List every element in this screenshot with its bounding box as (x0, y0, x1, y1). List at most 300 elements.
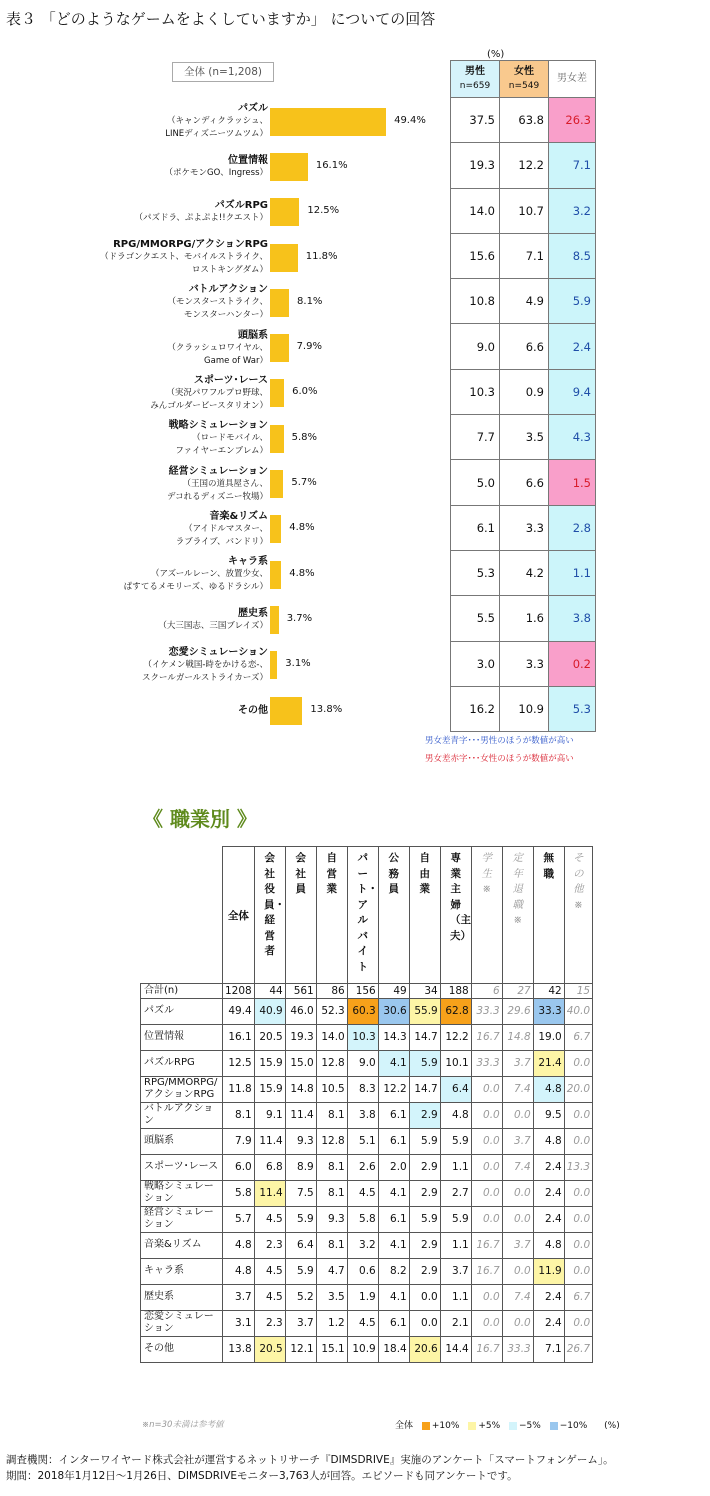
diff-value: 1.1 (549, 550, 596, 595)
category-label (165, 102, 268, 141)
value-cell: 2.3 (254, 1310, 285, 1336)
footer (6, 1452, 614, 1484)
value-cell: 8.1 (316, 1154, 347, 1180)
female-value: 1.6 (500, 596, 549, 641)
value-cell: 5.9 (409, 1050, 440, 1076)
column-header-label: その他※ (573, 852, 584, 911)
value-cell: 4.1 (378, 1232, 409, 1258)
value-cell: 6.1 (378, 1206, 409, 1232)
value-cell: 156 (347, 983, 378, 998)
value-cell: 2.9 (409, 1232, 440, 1258)
value-cell: 7.4 (502, 1154, 533, 1180)
value-cell: 20.6 (409, 1336, 440, 1362)
value-cell: 12.8 (316, 1050, 347, 1076)
value-cell: 11.4 (285, 1102, 316, 1128)
female-value: 0.9 (500, 369, 549, 414)
value-cell: 42 (533, 983, 564, 998)
value-cell: 2.9 (409, 1154, 440, 1180)
gender-row (451, 324, 596, 369)
value-cell: 6.8 (254, 1154, 285, 1180)
female-value: 6.6 (500, 324, 549, 369)
category-example: ファイヤーエンブレム） (175, 446, 268, 457)
value-cell: 0.0 (502, 1180, 533, 1206)
male-value: 10.8 (451, 279, 500, 324)
female-value: 3.5 (500, 415, 549, 460)
value-cell: 7.4 (502, 1284, 533, 1310)
category-example: （王国の道具屋さん、 (182, 478, 268, 489)
category-name: 戦略シミュレーション (168, 420, 268, 432)
value-cell: 3.7 (440, 1258, 471, 1284)
value-cell: 0.0 (471, 1154, 502, 1180)
value-cell: 12.1 (285, 1336, 316, 1362)
diff-value: 9.4 (549, 369, 596, 414)
value-cell: 6.0 (223, 1154, 255, 1180)
diff-value: 2.8 (549, 505, 596, 550)
plus5-swatch (468, 1422, 476, 1430)
value-cell: 14.7 (409, 1076, 440, 1102)
bar-value-label: 16.1% (315, 159, 348, 171)
value-cell: 4.7 (316, 1258, 347, 1284)
female-value: 7.1 (500, 233, 549, 278)
value-cell: 561 (285, 983, 316, 998)
value-cell: 52.3 (316, 998, 347, 1024)
value-cell: 2.1 (440, 1310, 471, 1336)
bar-value-label: 4.8% (289, 522, 315, 534)
value-cell: 1.1 (440, 1232, 471, 1258)
category-label (142, 646, 268, 685)
female-value: 10.9 (500, 686, 549, 731)
value-cell: 15.0 (285, 1050, 316, 1076)
column-header (223, 847, 255, 984)
legend-plus10: +10% (431, 1421, 460, 1431)
category-label (238, 704, 268, 717)
category-label (150, 374, 268, 413)
bar (270, 289, 289, 317)
bar (270, 425, 284, 453)
value-cell: 5.9 (285, 1258, 316, 1284)
male-label: 男性 (465, 66, 485, 77)
data-row (141, 1310, 593, 1336)
value-cell: 26.7 (564, 1336, 592, 1362)
bar-value-label: 3.1% (285, 658, 311, 670)
bar (270, 697, 302, 725)
category-name: 位置情報 (228, 154, 268, 166)
data-row (141, 1076, 593, 1102)
bar (270, 153, 308, 181)
category-example: （イケメン戦国-時をかける恋-、 (143, 659, 268, 670)
value-cell: 0.6 (347, 1258, 378, 1284)
value-cell: 2.4 (533, 1180, 564, 1206)
category-label (176, 510, 268, 549)
value-cell: 1.1 (440, 1154, 471, 1180)
male-value: 37.5 (451, 98, 500, 143)
value-cell: 5.9 (440, 1206, 471, 1232)
value-cell: 5.9 (285, 1206, 316, 1232)
value-cell: 4.1 (378, 1284, 409, 1310)
female-value: 6.6 (500, 460, 549, 505)
bar (270, 198, 299, 226)
category-name: RPG/MMORPG/アクションRPG (113, 239, 268, 251)
diff-value: 0.2 (549, 641, 596, 686)
male-value: 16.2 (451, 686, 500, 731)
bar (270, 561, 281, 589)
value-cell: 6.1 (378, 1128, 409, 1154)
value-cell: 6.4 (440, 1076, 471, 1102)
column-header (254, 847, 285, 984)
value-cell: 0.0 (471, 1076, 502, 1102)
value-cell: 3.7 (502, 1128, 533, 1154)
value-cell: 13.3 (564, 1154, 592, 1180)
value-cell: 62.8 (440, 998, 471, 1024)
category-example: （ドラゴンクエスト、モバイルストライク、 (100, 252, 268, 263)
male-value: 9.0 (451, 324, 500, 369)
page-title: 表３ 「どのようなゲームをよくしていますか」 についての回答 (6, 10, 436, 28)
value-cell: 3.8 (347, 1102, 378, 1128)
row-label: パズルRPG (141, 1050, 223, 1076)
gender-row (451, 233, 596, 278)
plus10-swatch (422, 1422, 430, 1430)
category-example: （大三国志、三国ブレイズ） (158, 620, 268, 631)
column-header-label: 自営業 (326, 852, 337, 895)
category-example: （アズールレーン、放置少女、 (150, 569, 268, 580)
value-cell: 2.4 (533, 1154, 564, 1180)
value-cell: 3.5 (316, 1284, 347, 1310)
value-cell: 0.0 (564, 1180, 592, 1206)
value-cell: 29.6 (502, 998, 533, 1024)
data-row (141, 1206, 593, 1232)
column-header (502, 847, 533, 984)
category-label (169, 419, 268, 458)
category-example: （ポケモンGO、Ingress） (164, 167, 268, 178)
male-value: 5.5 (451, 596, 500, 641)
bar (270, 244, 298, 272)
value-cell: 0.0 (564, 1128, 592, 1154)
value-cell: 21.4 (533, 1050, 564, 1076)
value-cell: 6.7 (564, 1284, 592, 1310)
value-cell: 33.3 (471, 998, 502, 1024)
bar-value-label: 8.1% (297, 295, 323, 307)
value-cell: 4.8 (440, 1102, 471, 1128)
data-row (141, 998, 593, 1024)
category-example: ぱすてるメモリーズ、ゆるドラシル） (123, 582, 268, 593)
value-cell: 4.8 (223, 1232, 255, 1258)
value-cell: 3.2 (347, 1232, 378, 1258)
gender-row (451, 188, 596, 233)
value-cell: 10.9 (347, 1336, 378, 1362)
value-cell: 13.8 (223, 1336, 255, 1362)
category-name: 経営シミュレーション (168, 465, 268, 477)
value-cell: 11.4 (254, 1180, 285, 1206)
value-cell: 4.1 (378, 1050, 409, 1076)
value-cell: 8.9 (285, 1154, 316, 1180)
category-example: （パズドラ、ぷよぷよ!!クエスト） (134, 213, 268, 224)
value-cell: 4.1 (378, 1180, 409, 1206)
value-cell: 44 (254, 983, 285, 998)
value-cell: 12.5 (223, 1050, 255, 1076)
category-example: モンスターハンター） (184, 310, 268, 321)
category-example: ロストキングダム） (191, 265, 268, 276)
column-header (471, 847, 502, 984)
value-cell: 2.9 (409, 1258, 440, 1284)
bar-value-label: 5.8% (291, 431, 318, 443)
value-cell: 5.8 (223, 1180, 255, 1206)
value-cell: 12.2 (440, 1024, 471, 1050)
value-cell: 33.3 (471, 1050, 502, 1076)
occupation-grid (140, 846, 593, 1363)
category-name: バトルアクション (188, 284, 268, 296)
value-cell: 4.5 (347, 1180, 378, 1206)
value-cell: 2.4 (533, 1206, 564, 1232)
bar-value-label: 3.7% (286, 612, 313, 624)
column-header (440, 847, 471, 984)
category-name: 頭脳系 (238, 329, 268, 341)
value-cell: 15.1 (316, 1336, 347, 1362)
bar-value-label: 13.8% (310, 703, 343, 715)
value-cell: 1.9 (347, 1284, 378, 1310)
value-cell: 0.0 (471, 1284, 502, 1310)
minus5-swatch (509, 1422, 517, 1430)
gender-row (451, 98, 596, 143)
male-value: 15.6 (451, 233, 500, 278)
value-cell: 4.5 (254, 1206, 285, 1232)
value-cell: 0.0 (471, 1128, 502, 1154)
diff-value: 3.8 (549, 596, 596, 641)
column-header-label: 専業主婦（主夫） (449, 852, 471, 942)
value-cell: 8.1 (316, 1102, 347, 1128)
bar (270, 379, 284, 407)
data-row (141, 1102, 593, 1128)
column-header-label: 無職 (543, 852, 554, 880)
category-label (167, 329, 268, 368)
gender-row (451, 369, 596, 414)
category-name: その他 (238, 705, 268, 717)
value-cell: 0.0 (471, 1102, 502, 1128)
occupation-table (140, 846, 593, 1363)
reference-note: ※n=30未満は参考値 (142, 1420, 224, 1430)
value-cell: 0.0 (564, 1310, 592, 1336)
value-cell: 2.9 (409, 1180, 440, 1206)
gender-row (451, 596, 596, 641)
total-row (141, 983, 593, 998)
bar-value-label: 5.7% (291, 477, 317, 489)
row-label: 合計(n) (141, 983, 223, 998)
category-label (124, 555, 268, 594)
bar-value-label: 49.4% (394, 114, 426, 126)
minus10-swatch (550, 1422, 558, 1430)
data-row (141, 1050, 593, 1076)
value-cell: 9.3 (285, 1128, 316, 1154)
value-cell: 5.9 (409, 1128, 440, 1154)
occupation-section-title: 《 職業別 》 (143, 807, 257, 831)
value-cell: 5.8 (347, 1206, 378, 1232)
value-cell: 14.8 (502, 1024, 533, 1050)
category-name: スポーツ･レース (193, 374, 268, 386)
bar-value-label: 11.8% (305, 250, 338, 262)
male-value: 7.7 (451, 415, 500, 460)
data-row (141, 1128, 593, 1154)
category-name: 音楽&リズム (209, 510, 268, 522)
male-n: n=659 (459, 81, 491, 91)
diff-value: 2.4 (549, 324, 596, 369)
value-cell: 0.0 (564, 1050, 592, 1076)
value-cell: 40.9 (254, 998, 285, 1024)
category-example: （キャンディクラッシュ、 (167, 116, 268, 127)
value-cell: 4.8 (533, 1232, 564, 1258)
value-cell: 9.0 (347, 1050, 378, 1076)
value-cell: 0.0 (502, 1258, 533, 1284)
value-cell: 6.7 (564, 1024, 592, 1050)
value-cell: 0.0 (471, 1180, 502, 1206)
gender-row (451, 415, 596, 460)
value-cell: 16.7 (471, 1024, 502, 1050)
value-cell: 3.1 (223, 1310, 255, 1336)
value-cell: 10.3 (347, 1024, 378, 1050)
total-sample-box: 全体 (n=1,208) (172, 62, 274, 82)
row-label: スポーツ･レース (141, 1154, 223, 1180)
category-example: （実況パワフルプロ野球、 (166, 387, 268, 398)
category-label (135, 199, 268, 225)
value-cell: 7.5 (285, 1180, 316, 1206)
diff-value: 1.5 (549, 460, 596, 505)
value-cell: 34 (409, 983, 440, 998)
legend-minus10: −10% (559, 1421, 588, 1431)
value-cell: 2.4 (533, 1284, 564, 1310)
diff-value: 8.5 (549, 233, 596, 278)
value-cell: 33.3 (533, 998, 564, 1024)
male-value: 6.1 (451, 505, 500, 550)
female-value: 63.8 (500, 98, 549, 143)
value-cell: 0.0 (502, 1206, 533, 1232)
footer-source: 調査機関：インターワイヤード株式会社が運営するネットリサーチ『DIMSDRIVE』実施のアンケート「スマートフォンゲーム」。 (6, 1454, 614, 1466)
value-cell: 11.9 (533, 1258, 564, 1284)
value-cell: 8.2 (378, 1258, 409, 1284)
legend-unit: (%) (604, 1421, 620, 1431)
column-header-label: 自由業 (419, 852, 430, 895)
value-cell: 14.3 (378, 1024, 409, 1050)
category-example: スクールガールストライカーズ） (142, 672, 268, 683)
category-example: （クラッシュロワイヤル、 (167, 342, 268, 353)
bar (270, 108, 386, 136)
value-cell: 14.0 (316, 1024, 347, 1050)
male-value: 14.0 (451, 188, 500, 233)
value-cell: 188 (440, 983, 471, 998)
value-cell: 2.9 (409, 1102, 440, 1128)
value-cell: 15.9 (254, 1076, 285, 1102)
value-cell: 2.7 (440, 1180, 471, 1206)
value-cell: 16.1 (223, 1024, 255, 1050)
value-cell: 9.5 (533, 1102, 564, 1128)
category-label (167, 465, 268, 504)
male-header (451, 61, 500, 98)
value-cell: 16.7 (471, 1232, 502, 1258)
value-cell: 46.0 (285, 998, 316, 1024)
value-cell: 8.1 (223, 1102, 255, 1128)
column-header-label: パート・アルバイト (356, 852, 378, 973)
gender-row (451, 460, 596, 505)
category-name: パズルRPG (214, 200, 268, 212)
column-header (316, 847, 347, 984)
category-example: Game of War） (204, 355, 268, 366)
female-value: 3.3 (500, 641, 549, 686)
row-label: 歴史系 (141, 1284, 223, 1310)
row-label: バトルアクション (141, 1102, 223, 1128)
value-cell: 5.9 (409, 1206, 440, 1232)
category-label (167, 283, 268, 322)
value-cell: 4.8 (533, 1128, 564, 1154)
category-example: ラブライブ、バンドリ） (175, 536, 268, 547)
value-cell: 33.3 (502, 1336, 533, 1362)
value-cell: 12.8 (316, 1128, 347, 1154)
column-header-label: 学生※ (481, 852, 492, 895)
female-value: 4.9 (500, 279, 549, 324)
column-header-label: 全体 (227, 910, 249, 922)
value-cell: 18.4 (378, 1336, 409, 1362)
male-value: 3.0 (451, 641, 500, 686)
category-name: パズル (238, 103, 268, 115)
value-cell: 4.5 (347, 1310, 378, 1336)
row-label: 頭脳系 (141, 1128, 223, 1154)
data-row (141, 1258, 593, 1284)
gender-table-grid (450, 60, 596, 732)
value-cell: 0.0 (409, 1284, 440, 1310)
female-value: 4.2 (500, 550, 549, 595)
female-label: 女性 (514, 66, 534, 77)
column-header-label: 会社員 (295, 852, 306, 895)
gender-row (451, 641, 596, 686)
column-header-label: 公務員 (388, 852, 399, 895)
diff-value: 3.2 (549, 188, 596, 233)
gender-row (451, 686, 596, 731)
value-cell: 0.0 (564, 1232, 592, 1258)
value-cell: 0.0 (471, 1310, 502, 1336)
legend-plus5: +5% (478, 1421, 501, 1431)
column-header (378, 847, 409, 984)
diff-header: 男女差 (549, 61, 596, 98)
value-cell: 4.8 (223, 1258, 255, 1284)
female-header (500, 61, 549, 98)
data-row (141, 1284, 593, 1310)
percent-unit: (%) (487, 49, 505, 60)
gender-row (451, 505, 596, 550)
value-cell: 6 (471, 983, 502, 998)
value-cell: 9.3 (316, 1206, 347, 1232)
value-cell: 0.0 (502, 1102, 533, 1128)
value-cell: 16.7 (471, 1258, 502, 1284)
row-label: 経営シミュレーション (141, 1206, 223, 1232)
value-cell: 14.8 (285, 1076, 316, 1102)
bar (270, 515, 281, 543)
bar (270, 334, 289, 362)
gender-header-row (451, 61, 596, 98)
value-cell: 8.3 (347, 1076, 378, 1102)
value-cell: 14.4 (440, 1336, 471, 1362)
bar-value-label: 4.8% (289, 567, 315, 579)
note-red: 男女差赤字･･･女性のほうが数値が高い (425, 754, 574, 764)
male-value: 5.3 (451, 550, 500, 595)
male-value: 19.3 (451, 143, 500, 188)
column-header-label: 会社役員・経営者 (263, 852, 285, 957)
value-cell: 3.7 (223, 1284, 255, 1310)
bar-value-label: 12.5% (307, 205, 340, 217)
column-header (409, 847, 440, 984)
bar-value-label: 6.0% (292, 386, 318, 398)
row-label: 恋愛シミュレーション (141, 1310, 223, 1336)
row-label: 位置情報 (141, 1024, 223, 1050)
value-cell: 60.3 (347, 998, 378, 1024)
value-cell: 6.1 (378, 1310, 409, 1336)
data-row (141, 1024, 593, 1050)
value-cell: 19.0 (533, 1024, 564, 1050)
